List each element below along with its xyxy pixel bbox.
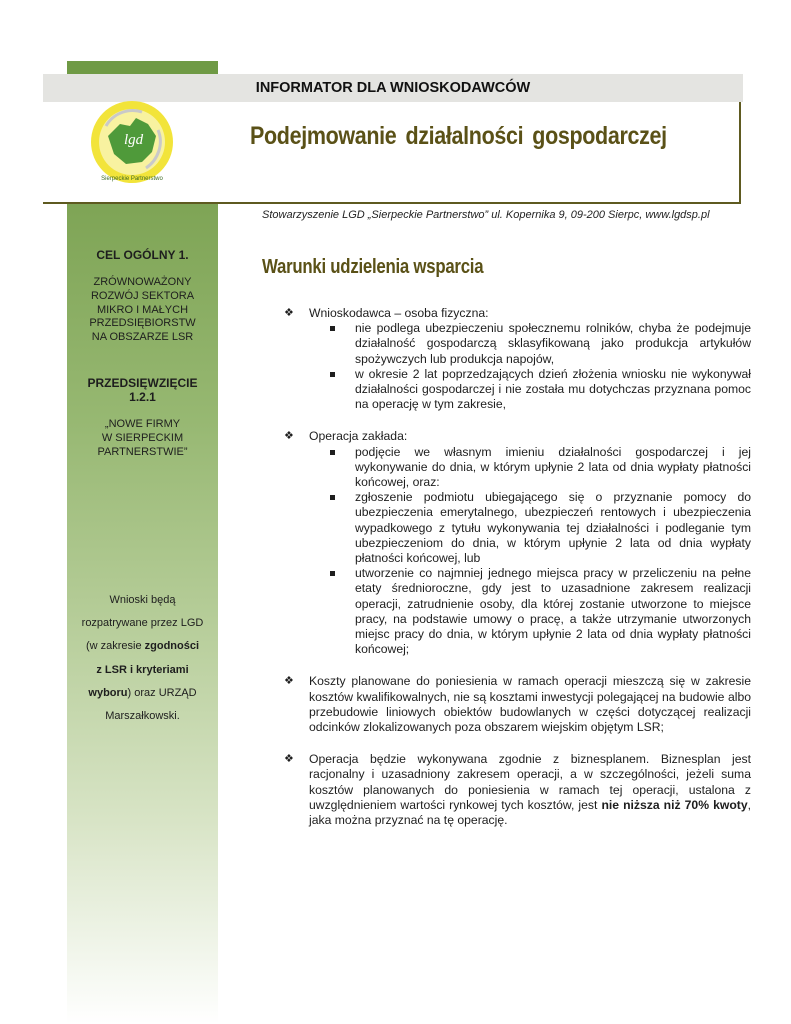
condition-business-plan: ❖ Operacja będzie wykonywana zgodnie z biznesplanem. Biznesplan jest racjonalny i uzasadniony zakresem operacji, a w szczególności, jeżeli suma kosztów planowanych do poniesienia w ramach tej operacji, ustalona z uwzględnieniem wartości rynkowej tych kosztów, jest nie niższa niż 70% kwoty, jaka można przyznać na tę operację. (284, 752, 751, 828)
diamond-bullet-icon: ❖ (284, 675, 294, 688)
diamond-bullet-icon: ❖ (284, 753, 294, 766)
list-item: zgłoszenie podmiotu ubiegającego się o przyznanie pomocy do ubezpieczenia emerytalnego, ubezpieczeń rentowych i ubezpieczenia wypadkowego z tytułu wykonywania tej działalności i podleganie tym ubezpieczeniom do dnia, w którym upłynie 2 lata od dnia wypłaty płatności końcowej, lub (330, 490, 751, 566)
sidebar-band (67, 61, 218, 1024)
condition-costs: ❖ Koszty planowane do poniesienia w ramach operacji mieszczą się w zakresie kosztów kwalifikowalnych, nie są kosztami inwestycji polegającej na budowie albo przebudowie liniowych obiektów budowlanych w części dotyczącej realizacji odcinków zlokalizowanych poza obszarem wiejskim objętym LSR; (284, 674, 751, 735)
list-item: w okresie 2 lat poprzedzających dzień złożenia wniosku nie wykonywał działalności gospodarczej i nie została mu dotychczas przyznana pomoc na operację w tym zakresie, (330, 367, 751, 413)
goal-description: ZRÓWNOWAŻONY ROZWÓJ SEKTORA MIKRO I MAŁYCH PRZEDSIĘBIORSTW NA OBSZARZE LSR (89, 276, 196, 344)
project-name: „NOWE FIRMY W SIERPECKIM PARTNERSTWIE” (97, 418, 188, 458)
diamond-bullet-icon: ❖ (284, 430, 294, 443)
section-title: Warunki udzielenia wsparcia (262, 256, 484, 278)
organization-address: Stowarzyszenie LGD „Sierpeckie Partnerstwo” ul. Kopernika 9, 09-200 Sierpc, www.lgdsp.pl (262, 209, 710, 221)
goal-heading: CEL OGÓLNY 1. (96, 248, 189, 262)
lgd-logo (86, 96, 178, 186)
project-heading: PRZEDSIĘWZIĘCIE 1.2.1 (87, 376, 198, 404)
conditions-list (284, 306, 751, 845)
list-item: utworzenie co najmniej jednego miejsca pracy w przeliczeniu na pełne etaty średnioroczne, gdy jest to uzasadnione zakresem realizacji operacji, zatrudnienie osoby, dla której zostanie utworzone to miejsce pracy, na podstawie umowy o pracę, a także utrzymanie utworzonych miejsc pracy do dnia, w którym upłynie 2 lata od dnia wypłaty płatności końcowej; (330, 566, 751, 657)
condition-applicant: ❖ Wnioskodawca – osoba fizyczna: nie podlega ubezpieczeniu społecznemu rolników, chyba że podejmuje działalność gospodarczą sklasyfikowaną jako produkcja artykułów spożywczych lub produkcja napojów, w okresie 2 lat poprzedzających dzień złożenia wniosku nie wykonywał działalności gospodarczej i nie została mu dotychczas przyznana pomoc na operację w tym zakresie, (284, 306, 751, 412)
svg-text:lgd: lgd (124, 132, 144, 148)
svg-text:Sierpeckie Partnerstwo: Sierpeckie Partnerstwo (101, 176, 163, 182)
list-item: nie podlega ubezpieczeniu społecznemu rolników, chyba że podejmuje działalność gospodarczą sklasyfikowaną jako produkcja artykułów spożywczych lub produkcja napojów, (330, 321, 751, 367)
header-banner: INFORMATOR DLA WNIOSKODAWCÓW (255, 80, 531, 96)
list-item: podjęcie we własnym imieniu działalności gospodarczej i jej wykonywanie do dnia, w którym upłynie 2 lata od dnia wypłaty płatności końcowej, oraz: (330, 445, 751, 491)
document-title: Podejmowanie działalności gospodarczej (250, 122, 667, 150)
evaluation-note: Wnioski będą rozpatrywane przez LGD (w zakresie zgodności z LSR i kryteriami wyboru) oraz URZĄD Marszałkowski. (81, 594, 204, 723)
diamond-bullet-icon: ❖ (284, 307, 294, 319)
condition-operation: ❖ Operacja zakłada: podjęcie we własnym imieniu działalności gospodarczej i jej wykonywanie do dnia, w którym upłynie 2 lata od dnia wypłaty płatności końcowej, oraz: zgłoszenie podmiotu ubiegającego się o przyznanie pomocy do ubezpieczenia emerytalnego, ubezpieczeń rentowych i ubezpieczenia wypadkowego z tytułu wykonywania tej działalności i podleganie tym ubezpieczeniom do dnia, w którym upłynie 2 lata od dnia wypłaty płatności końcowej, lub utworzenie co najmniej jednego miejsca pracy w przeliczeniu na pełne etaty średnioroczne, gdy jest to uzasadnione zakresem realizacji operacji, zatrudnienie osoby, dla której zostanie utworzone to miejsce pracy, na podstawie umowy o pracę, a także utrzymanie utworzonych miejsc pracy do dnia, w którym upłynie 2 lata od dnia wypłaty płatności końcowej; (284, 429, 751, 657)
